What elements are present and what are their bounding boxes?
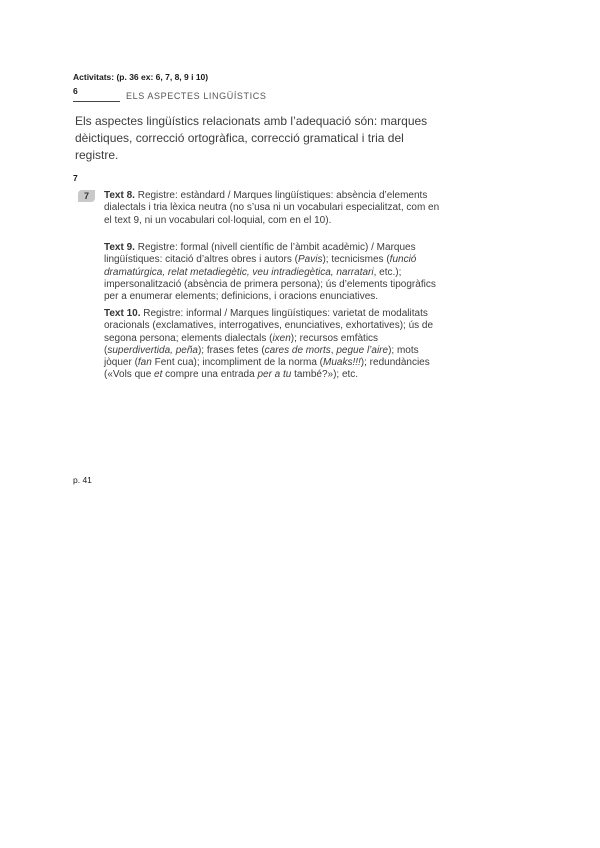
text-9-part: ); tecnicismes ( (322, 254, 390, 266)
text-10-italic: superdivertida, peña (107, 344, 198, 356)
text-10-part: Registre: informal / Marques lingüístiques: varietat de modalitats oracionals (exclamatives, interrogatives, enunciatives, exhortatives); ús de segona persona; elements dialectals ( (104, 308, 434, 344)
text-10-italic: pegue l’aire (336, 344, 389, 356)
text-9-part: Registre: formal (nivell científic de l’àmbit acadèmic) / Marques lingüístiques: citació d’altres obres i autors ( (104, 242, 416, 266)
question-6-answer: Els aspectes lingüístics relacionats amb l’adequació són: marques dèictiques, correcció ortogràfica, correcció gramatical i tria del registre. (75, 114, 428, 162)
question-6-number: 6 (73, 86, 78, 96)
text-10-italic: per a tu (257, 369, 292, 381)
exercise-badge: 7 (78, 190, 95, 202)
text-10-part: ); redundàncies («Vols que (104, 357, 430, 381)
text-10-part: ); recursos emfàtics ( (104, 332, 379, 356)
question-7-number: 7 (73, 173, 78, 183)
cut-off-heading-text: ELS ASPECTES LINGÜÍSTICS (126, 91, 267, 101)
text-10-italic: et (154, 369, 163, 381)
text-10-italic: Muaks!!! (323, 357, 361, 369)
text-9-italic: Pavis (297, 254, 323, 266)
text-10-part: Fent cua); incompliment de la norma ( (151, 357, 323, 369)
text-10-label: Text 10. (104, 308, 141, 319)
text-10-italic: ixen (272, 332, 291, 344)
text-10-part: ); frases fetes ( (197, 344, 265, 356)
text-8-paragraph (104, 190, 448, 227)
activities-header: Activitats: (p. 36 ex: 6, 7, 8, 9 i 10) (73, 72, 209, 82)
text-10-part: ); mots jòquer ( (104, 344, 419, 369)
text-9-italic: funció dramatúrgica, relat metadiegètic, veu intradiegètica, narratari (104, 254, 417, 278)
text-8-body: Registre: estàndard / Marques lingüístiques: absència d’elements dialectals i tria lèxica neutra (no s’usa ni un vocabulari especialitzat, com en el text 9, ni un vocabulari col·loquial, com en el 10). (104, 190, 440, 226)
divider-rule (73, 101, 120, 102)
page-reference: p. 41 (73, 475, 92, 485)
text-10-part: també?»); etc. (291, 369, 359, 381)
text-10-italic: cares de morts (264, 344, 331, 356)
text-10-part: compre una entrada (162, 369, 258, 381)
cut-off-heading (126, 91, 272, 102)
text-8-label: Text 8. (104, 190, 135, 201)
text-9-label: Text 9. (104, 242, 135, 253)
text-10-paragraph (104, 308, 448, 382)
text-10-italic: fan (137, 357, 152, 369)
text-9-part: , etc.); impersonalització (absència de primera persona); ús d’elements tipogràfics per a enumerar elements; definicions, i oracions enunciatives. (104, 266, 436, 303)
text-9-paragraph (104, 242, 448, 303)
text-10-part: , (330, 344, 337, 356)
